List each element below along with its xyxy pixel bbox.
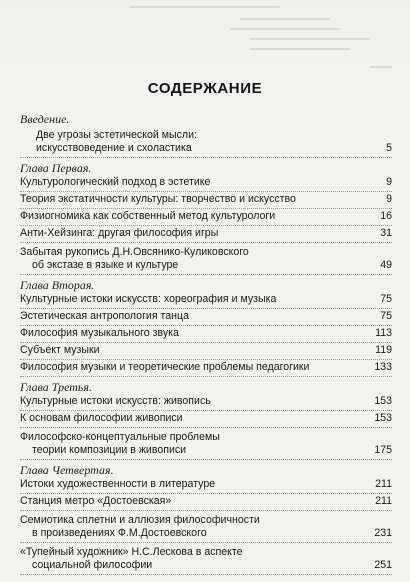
toc-entry [20,511,392,543]
page-number: 113 [375,327,392,339]
entry-title [20,412,362,425]
page-number: 175 [374,444,392,456]
toc-entry [20,309,392,326]
entry-title-line: об экстазе в языке и культуре [32,259,179,271]
ghost-line [370,66,392,68]
section-heading: Глава Третья. [20,380,92,394]
page-number: 9 [386,193,392,205]
entry-title-line: Культурологический подход в эстетике [20,176,211,188]
entry-title [20,246,362,272]
ghost-line [130,6,280,8]
entry-title [20,478,362,491]
page-number: 251 [374,559,392,571]
toc-entry [20,326,392,343]
entry-title [20,193,362,206]
entry-title [20,546,362,572]
toc-entry [20,494,392,511]
toc-entry [20,360,392,377]
page-number: 75 [380,310,392,322]
toc-entry [20,243,392,275]
toc-entry [20,175,392,192]
toc-entry [20,411,392,428]
ghost-line [230,28,340,30]
entry-title-line: социальной философии [32,559,153,571]
entry-title-line: Эстетическая антропология танца [20,310,189,322]
toc-entry [20,428,392,460]
page-number: 231 [374,527,392,539]
entry-title-line: Культурные истоки искусств: живопись [20,395,211,407]
entry-title [20,344,362,357]
page-number: 49 [380,259,392,271]
toc-entry [20,543,392,575]
entry-title-line: теории композиции в живописи [32,444,187,456]
page-number: 153 [374,395,392,407]
entry-title-line: Истоки художественности в литературе [20,478,216,490]
entry-title-line: Станция метро «Достоевская» [20,495,172,507]
entry-title [20,310,362,323]
toc-section [20,161,392,275]
page-number: 133 [374,361,392,373]
entry-title [20,395,362,408]
entry-title-line: искусствоведение и схоластика [36,142,192,154]
toc-entry [20,226,392,243]
page-number: 119 [375,344,392,356]
table-of-contents [20,112,392,578]
entry-title [20,227,362,240]
entry-title [20,514,362,540]
section-heading: Глава Вторая. [20,278,95,292]
toc-entry [20,126,392,158]
entry-title [20,176,362,189]
toc-entry [20,343,392,360]
entry-title-line: в произведениях Ф.М.Достоевского [32,527,207,539]
entry-title-line: «Тупейный художник» Н.С.Лескова в аспекте [20,546,243,558]
entry-title-line: Две угрозы эстетической мысли: [36,129,197,141]
section-heading: Введение. [20,112,70,126]
toc-entry [20,477,392,494]
entry-title [20,327,362,340]
entry-title [20,210,362,223]
page-number: 211 [375,495,392,507]
entry-title-line: Теория экстатичности культуры: творчество и искусство [20,193,296,205]
ghost-line [240,18,330,20]
entry-title-line: Семиотика сплетни и аллюзия философичности [20,514,260,526]
entry-title [20,293,362,306]
toc-entry [20,292,392,309]
page-number: 75 [380,293,392,305]
page-number: 16 [380,210,392,222]
page-title: СОДЕРЖАНИЕ [147,80,263,97]
entry-title-line: Забытая рукопись Д.Н.Овсянико-Куликовского [20,246,249,258]
entry-title-line: Культурные истоки искусств: хореография и музыка [20,293,277,305]
entry-title [20,361,362,374]
page-number: 5 [386,142,392,154]
entry-title-line: Философско-концептуальные проблемы [20,431,220,443]
entry-title-line: Субъект музыки [20,344,100,356]
entry-title-line: Философия музыкального звука [20,327,179,339]
entry-title-line: К основам философии живописи [20,412,183,424]
toc-section [20,278,392,377]
entry-title [36,129,362,155]
toc-section [20,463,392,575]
bleed-through-area [0,0,410,78]
ghost-line [250,38,370,40]
entry-title-line: Философия музыки и теоретические проблемы педагогики [20,361,310,373]
page-number: 211 [375,478,392,490]
page-number: 31 [380,227,392,239]
section-heading: Глава Четвертая. [20,463,114,477]
entry-title [20,431,362,457]
toc-entry [20,209,392,226]
section-heading: Глава Первая. [20,161,92,175]
ghost-line [250,48,350,50]
entry-title-line: Физиогномика как собственный метод культурологи [20,210,276,222]
page-number: 9 [386,176,392,188]
page-number: 153 [374,412,392,424]
toc-entry [20,192,392,209]
toc-section [20,112,392,158]
entry-title-line: Анти-Хейзинга: другая философия игры [20,227,219,239]
entry-title [20,495,362,508]
toc-section [20,380,392,460]
toc-entry [20,394,392,411]
